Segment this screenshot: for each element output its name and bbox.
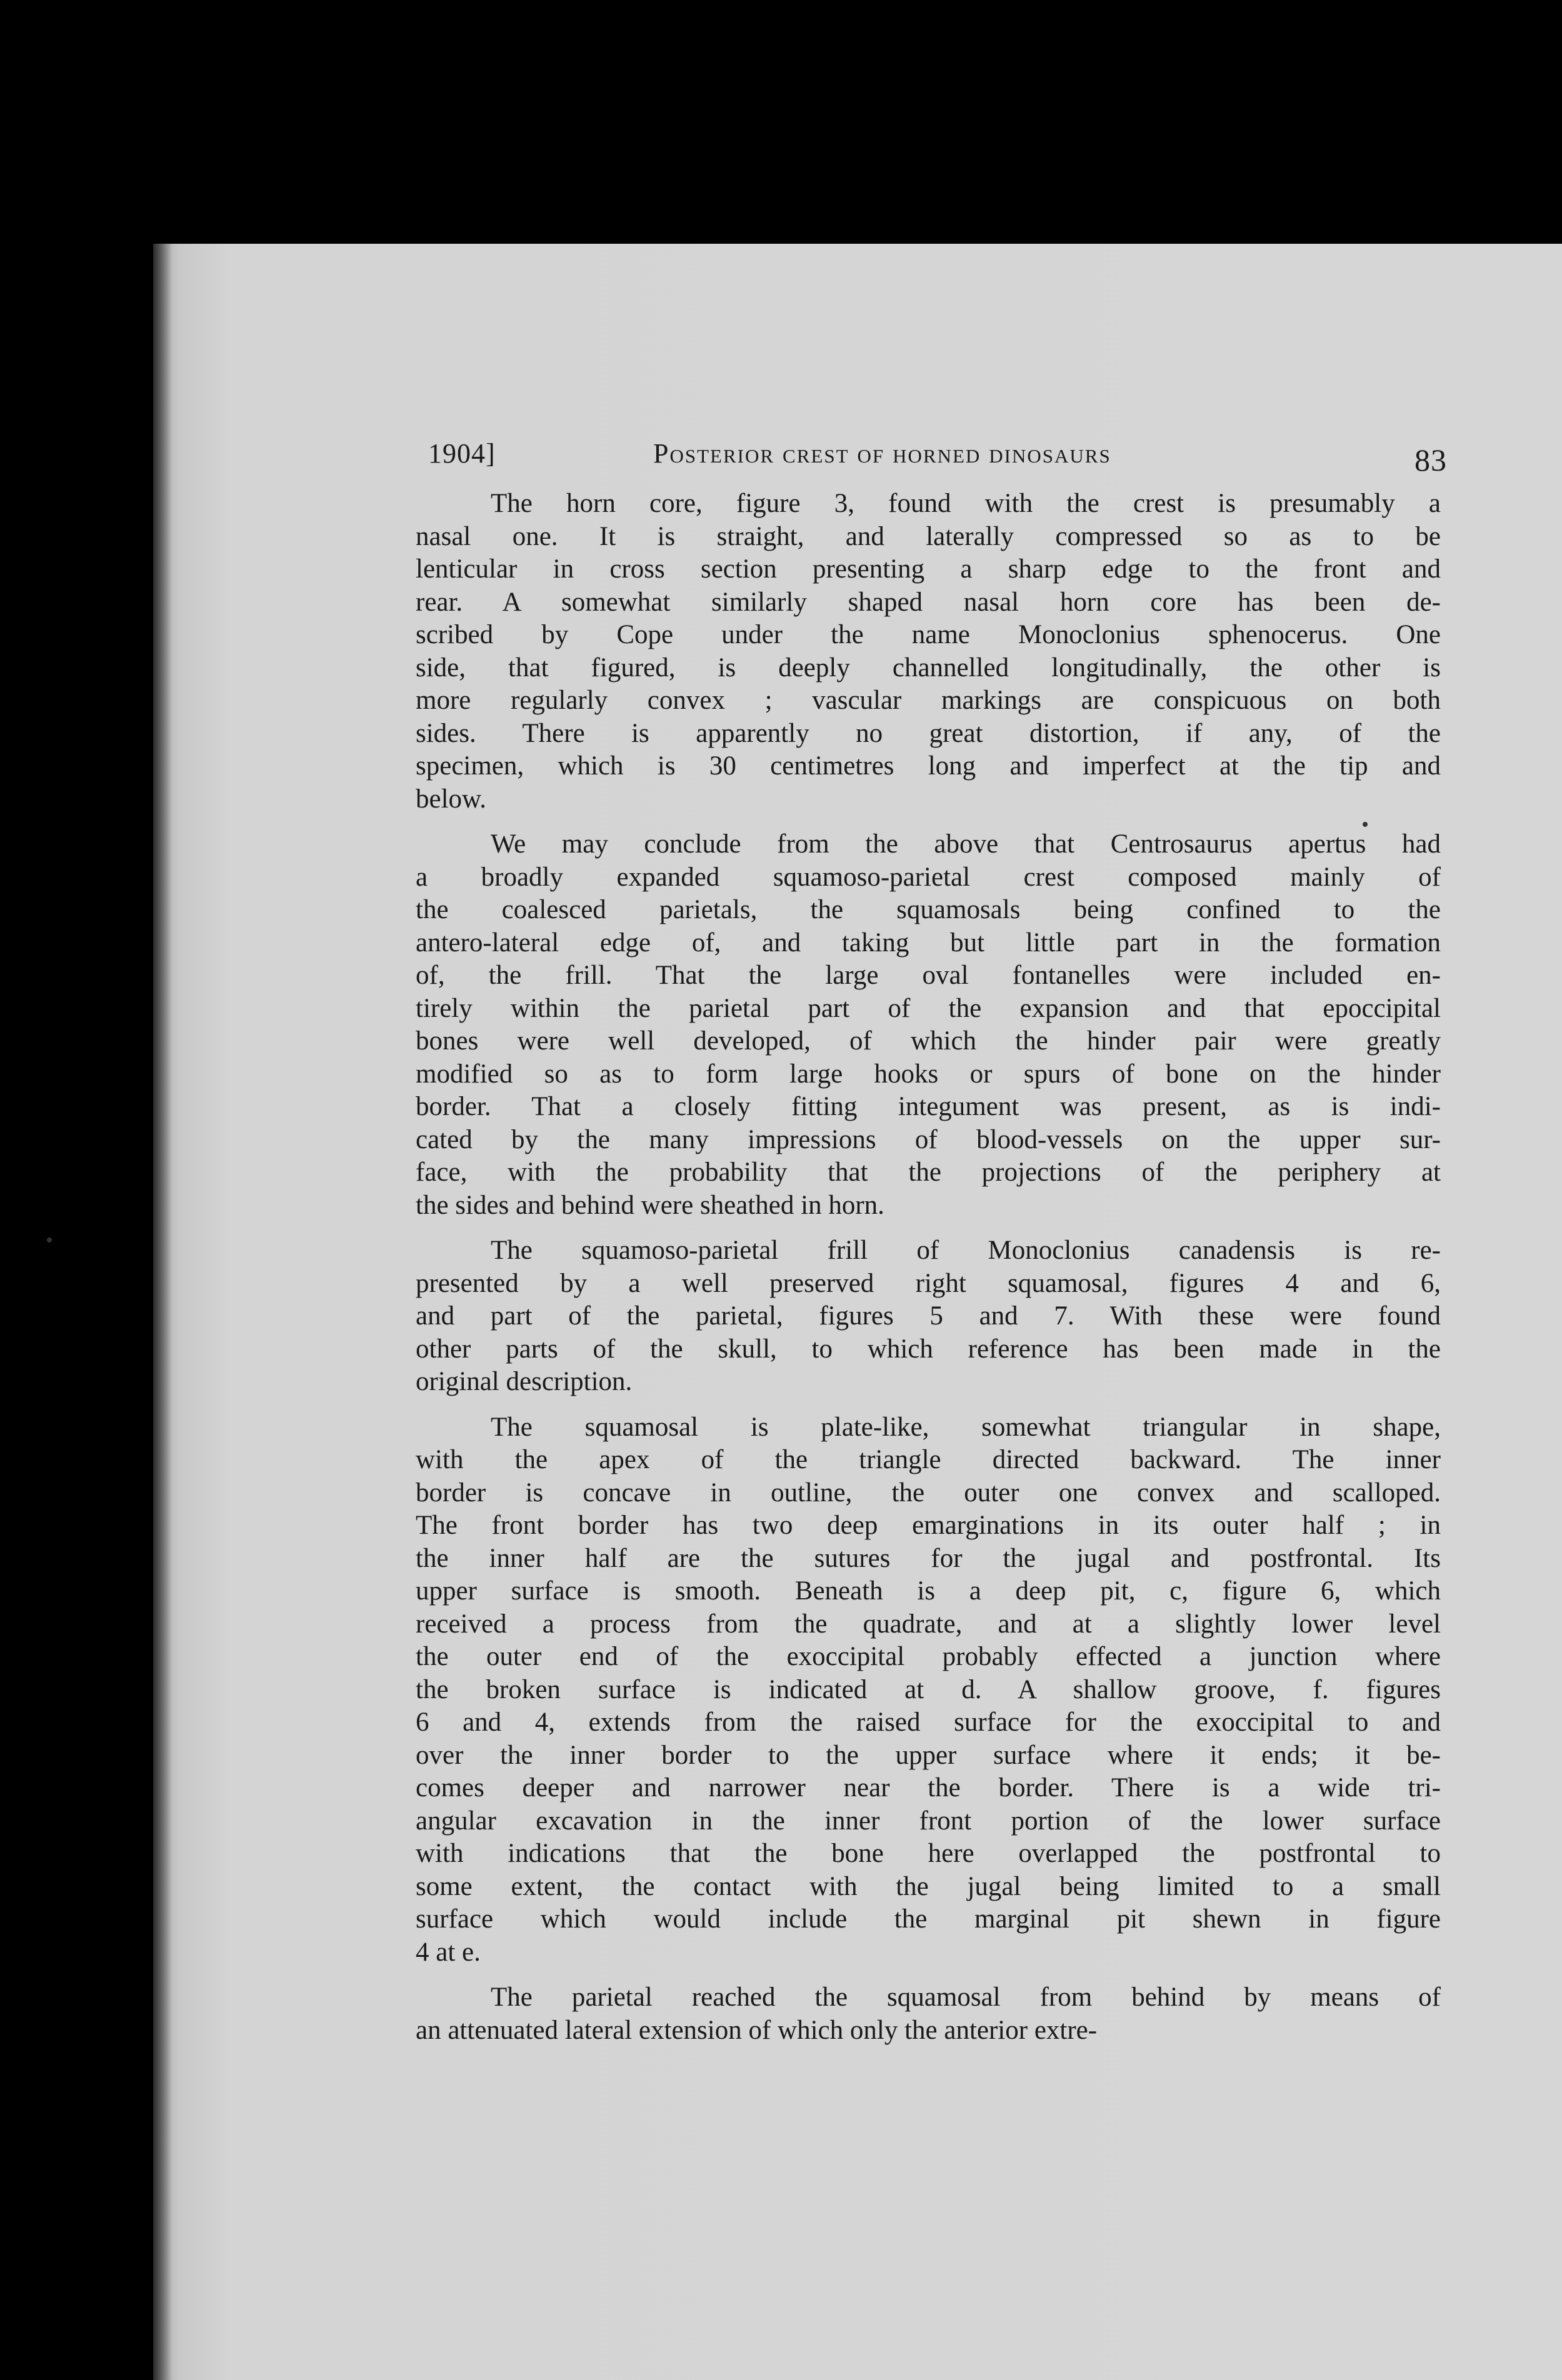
text-line: the broken surface is indicated at d. A shallow groove, f. figures (416, 1674, 1441, 1704)
text-line: border is concave in outline, the outer one convex and scalloped. (416, 1478, 1441, 1508)
header-title: Posterior crest of horned dinosaurs (653, 438, 1111, 469)
running-header (416, 431, 1447, 488)
text-block (416, 431, 1447, 2047)
text-line: antero-lateral edge of, and taking but little part in the formation (416, 928, 1441, 958)
text-line: with indications that the bone here overlapped the postfrontal to (416, 1839, 1441, 1868)
text-line: with the apex of the triangle directed backward. The inner (416, 1445, 1441, 1474)
text-line: nasal one. It is straight, and laterally compressed so as to be (416, 521, 1441, 551)
text-line: lenticular in cross section presenting a sharp edge to the front and (416, 554, 1441, 584)
text-line: rear. A somewhat similarly shaped nasal horn core has been de- (416, 587, 1441, 617)
text-line: side, that figured, is deeply channelled longitudinally, the other is (416, 652, 1441, 682)
book-page (153, 244, 1562, 2380)
text-line: tirely within the parietal part of the expansion and that epoccipital (416, 993, 1441, 1023)
text-line: specimen, which is 30 centimetres long and imperfect at the tip and (416, 751, 1441, 781)
text-line: 4 at e. (416, 1937, 481, 1967)
spine-shadow (153, 244, 172, 2380)
text-line: over the inner border to the upper surface where it ends; it be- (416, 1740, 1441, 1770)
text-line: The parietal reached the squamosal from behind by means of (491, 1982, 1441, 2012)
header-year: 1904] (428, 438, 496, 469)
page-number: 83 (1414, 442, 1447, 478)
text-line: border. That a closely fitting integument was present, as is indi- (416, 1092, 1441, 1121)
paragraph (416, 1234, 1441, 1399)
text-line: the outer end of the exoccipital probably effected a junction where (416, 1642, 1441, 1671)
text-line: a broadly expanded squamoso-parietal crest composed mainly of (416, 862, 1441, 892)
speck (47, 1238, 52, 1242)
text-line: the coalesced parietals, the squamosals being confined to the (416, 895, 1441, 924)
text-line: upper surface is smooth. Beneath is a deep pit, c, figure 6, which (416, 1576, 1441, 1606)
text-line: 6 and 4, extends from the raised surface for the exoccipital to and (416, 1708, 1441, 1737)
text-line: the inner half are the sutures for the jugal and postfrontal. Its (416, 1543, 1441, 1573)
text-line: original description. (416, 1367, 633, 1396)
text-line: modified so as to form large hooks or spurs of bone on the hinder (416, 1059, 1441, 1089)
paragraph (416, 1981, 1441, 2047)
body-text (416, 488, 1441, 2047)
text-line: of, the frill. That the large oval fontanelles were included en- (416, 961, 1441, 990)
text-line: some extent, the contact with the jugal being limited to a small (416, 1871, 1441, 1901)
text-line: more regularly convex ; vascular markings are conspicuous on both (416, 686, 1441, 715)
text-line: presented by a well preserved right squamosal, figures 4 and 6, (416, 1268, 1441, 1298)
text-line: below. (416, 784, 487, 814)
text-line: The squamoso-parietal frill of Monoclonius canadensis is re- (491, 1236, 1441, 1265)
text-line: surface which would include the marginal pit shewn in figure (416, 1904, 1441, 1934)
text-line: received a process from the quadrate, and at a slightly lower level (416, 1609, 1441, 1639)
text-line: and part of the parietal, figures 5 and 7. With these were found (416, 1301, 1441, 1331)
text-line: other parts of the skull, to which reference has been made in the (416, 1334, 1441, 1364)
text-line: sides. There is apparently no great distortion, if any, of the (416, 718, 1441, 748)
text-line: scribed by Cope under the name Monoclonius sphenocerus. One (416, 620, 1441, 649)
text-line: cated by the many impressions of blood-vessels on the upper sur- (416, 1124, 1441, 1154)
paragraph (416, 828, 1441, 1222)
text-line: The front border has two deep emarginations in its outer half ; in (416, 1511, 1441, 1540)
text-line: face, with the probability that the projections of the periphery at (416, 1158, 1441, 1187)
text-line: bones were well developed, of which the hinder pair were greatly (416, 1026, 1441, 1056)
text-line: comes deeper and narrower near the border. There is a wide tri- (416, 1773, 1441, 1802)
text-line: The squamosal is plate-like, somewhat triangular in shape, (491, 1412, 1441, 1442)
text-line: angular excavation in the inner front portion of the lower surface (416, 1806, 1441, 1836)
text-line: We may conclude from the above that Centrosaurus apertus had (491, 829, 1441, 859)
text-line: an attenuated lateral extension of which only the anterior extre- (416, 2015, 1098, 2045)
text-line: the sides and behind were sheathed in horn. (416, 1190, 884, 1220)
paragraph (416, 488, 1441, 816)
paragraph (416, 1411, 1441, 1969)
text-line: The horn core, figure 3, found with the crest is presumably a (491, 489, 1441, 518)
